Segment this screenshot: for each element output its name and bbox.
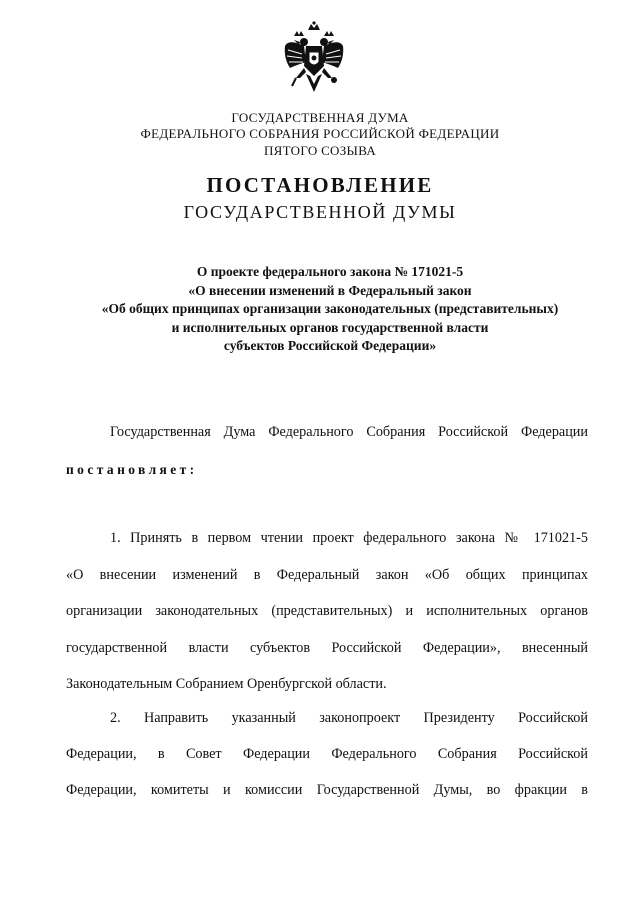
document-issuer: ГОСУДАРСТВЕННОЙ ДУМЫ bbox=[183, 202, 457, 222]
subject-line: О проекте федерального закона № 171021-5 bbox=[196, 264, 464, 279]
russian-coat-of-arms-icon bbox=[282, 20, 346, 100]
subject-line: субъектов Российской Федерации» bbox=[223, 338, 437, 354]
item-1-line: «О внесении изменений в Федеральный закон «Об общих принципах bbox=[66, 567, 588, 583]
item-2-line: 2. Направить указанный законопроект Президенту Российской bbox=[110, 710, 588, 726]
preamble-text: Государственная Дума Федерального Собрания Российской Федерации bbox=[110, 424, 588, 440]
subject-line: «Об общих принципах организации законодательных (представительных) bbox=[101, 301, 559, 317]
subject-line: «О внесении изменений в Федеральный закон bbox=[188, 282, 472, 298]
item-1-line: государственной власти субъектов Российской Федерации», внесенный bbox=[66, 640, 588, 656]
preamble bbox=[66, 424, 588, 440]
org-name-line2: ФЕДЕРАЛЬНОГО СОБРАНИЯ РОССИЙСКОЙ ФЕДЕРАЦИИ bbox=[140, 126, 500, 141]
item-1-line: 1. Принять в первом чтении проект федерального закона № 171021-5 bbox=[110, 530, 588, 546]
convocation-line: ПЯТОГО СОЗЫВА bbox=[263, 143, 377, 158]
item-1-line: Законодательным Собранием Оренбургской области. bbox=[66, 676, 387, 692]
item-2-line: Федерации, комитеты и комиссии Государственной Думы, во фракции в bbox=[66, 782, 588, 798]
resolves-keyword: постановляет: bbox=[66, 462, 198, 477]
document-subject bbox=[60, 263, 600, 356]
item-1-line: организации законодательных (представительных) и исполнительных органов bbox=[66, 603, 588, 619]
subject-line: и исполнительных органов государственной власти bbox=[171, 319, 489, 335]
org-name-line1: ГОСУДАРСТВЕННАЯ ДУМА bbox=[231, 110, 409, 125]
item-2-line: Федерации, в Совет Федерации Федерального Собрания Российской bbox=[66, 746, 588, 762]
document-type-title: ПОСТАНОВЛЕНИЕ bbox=[206, 173, 434, 197]
